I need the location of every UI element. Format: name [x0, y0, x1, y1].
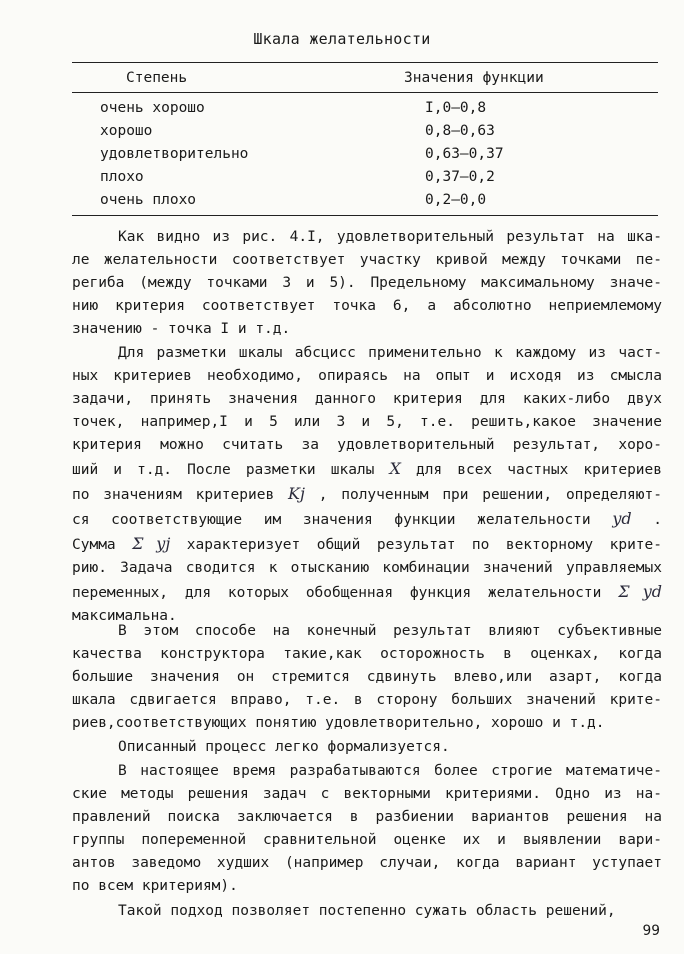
text-line: [72, 457, 662, 482]
text-line: правлений поиска заключается в разбиении вариантов решения на: [72, 809, 662, 825]
text-fragment: характеризует общий результат по векторному крите-: [186, 537, 662, 553]
paragraph-3: [72, 620, 662, 735]
text-line: большие значения он стремится сдвинуть влево,или азарт, когда: [72, 669, 662, 685]
text-line: качества конструктора такие,как осторожность в оценках, когда: [72, 646, 662, 662]
text-line: [72, 580, 662, 605]
table-header-values: Значения функции: [404, 70, 544, 86]
text-line: критерия можно считать за удовлетворительный результат, хоро-: [72, 437, 662, 453]
table-cell-degree: удовлетворительно: [100, 146, 249, 162]
text-line: [72, 507, 662, 532]
table-header-degree: Степень: [126, 70, 188, 86]
text-line: ские методы решения задач с векторными критериями. Одно из на-: [72, 786, 662, 802]
text-line: ных критериев необходимо, опираясь на опыт и исходя из смысла: [72, 368, 662, 384]
table-cell-value: 0,2–0,0: [425, 192, 487, 208]
handwritten-sum-symbol: Σ yd: [618, 582, 662, 601]
page-title: Шкала желательности: [253, 30, 431, 48]
text-line: шкала сдвигается вправо, т.е. в сторону больших значений крите-: [72, 692, 662, 708]
text-line: ле желательности соответствует участку кривой между точками пе-: [72, 252, 662, 268]
handwritten-x-symbol: X: [389, 459, 401, 478]
table-cell-degree: хорошо: [100, 123, 153, 139]
table-cell-degree: очень хорошо: [100, 100, 205, 116]
text-line: по всем критериям).: [72, 878, 238, 894]
text-line: задачи, принять значения данного критерия для каких-либо двух: [72, 391, 662, 407]
page-number: 99: [642, 923, 660, 939]
text-line: Для разметки шкалы абсцисс применительно к каждому из част-: [118, 345, 662, 361]
text-line: [72, 532, 662, 557]
text-line: максимальна.: [72, 608, 177, 624]
text-line: Описанный процесс легко формализуется.: [118, 739, 450, 755]
text-line: риев,соответствующих понятию удовлетворительно, хорошо и т.д.: [72, 715, 605, 731]
paragraph-5: [72, 760, 662, 898]
table-top-rule: [72, 62, 658, 63]
text-line: [72, 482, 662, 507]
table-cell-value: 0,37–0,2: [425, 169, 495, 185]
text-fragment: переменных, для которых обобщенная функция желательности: [72, 585, 602, 601]
paragraph-1: [72, 226, 662, 341]
text-line: Как видно из рис. 4.I, удовлетворительный результат на шка-: [118, 229, 662, 245]
handwritten-sum-symbol: Σ yj: [132, 534, 171, 553]
handwritten-y-symbol: yd: [612, 509, 632, 528]
text-line: группы попеременной сравнительной оценке их и выявлении вари-: [72, 832, 662, 848]
table-cell-value: 0,63–0,37: [425, 146, 504, 162]
text-line: Такой подход позволяет постепенно сужать область решений,: [118, 903, 616, 919]
text-fragment: ший и т.д. После разметки шкалы: [72, 462, 375, 478]
text-line: нию критерия соответствует точка 6, а абсолютно неприемлемому: [72, 298, 662, 314]
text-line: В этом способе на конечный результат влияют субъективные: [118, 623, 662, 639]
text-line: антов заведомо худших (например случаи, когда вариант уступает: [72, 855, 662, 871]
text-line: В настоящее время разрабатываются более строгие математиче-: [118, 763, 662, 779]
table-bottom-rule: [72, 215, 658, 216]
table-cell-degree: очень плохо: [100, 192, 197, 208]
text-fragment: ся соответствующие им значения функции желательности: [72, 512, 591, 528]
table-header-rule: [72, 92, 658, 93]
paragraph-2: [72, 342, 662, 628]
text-fragment: Сумма: [72, 537, 116, 553]
text-line: точек, например,I и 5 или 3 и 5, т.е. решить,какое значение: [72, 414, 662, 430]
table-cell-value: I,0–0,8: [425, 100, 487, 116]
text-fragment: , полученным при решении, определяют-: [318, 487, 662, 503]
handwritten-k-symbol: Kj: [287, 484, 305, 503]
text-fragment: по значениям критериев: [72, 487, 275, 503]
text-fragment: .: [653, 512, 662, 528]
text-line: значению - точка I и т.д.: [72, 321, 291, 337]
table-cell-degree: плохо: [100, 169, 144, 185]
paragraph-4: [72, 736, 662, 759]
text-line: региба (между точками 3 и 5). Предельному максимальному значе-: [72, 275, 662, 291]
text-fragment: для всех частных критериев: [415, 462, 663, 478]
paragraph-6: [72, 900, 662, 923]
text-line: рию. Задача сводится к отысканию комбинации значений управляемых: [72, 560, 662, 576]
table-cell-value: 0,8–0,63: [425, 123, 495, 139]
